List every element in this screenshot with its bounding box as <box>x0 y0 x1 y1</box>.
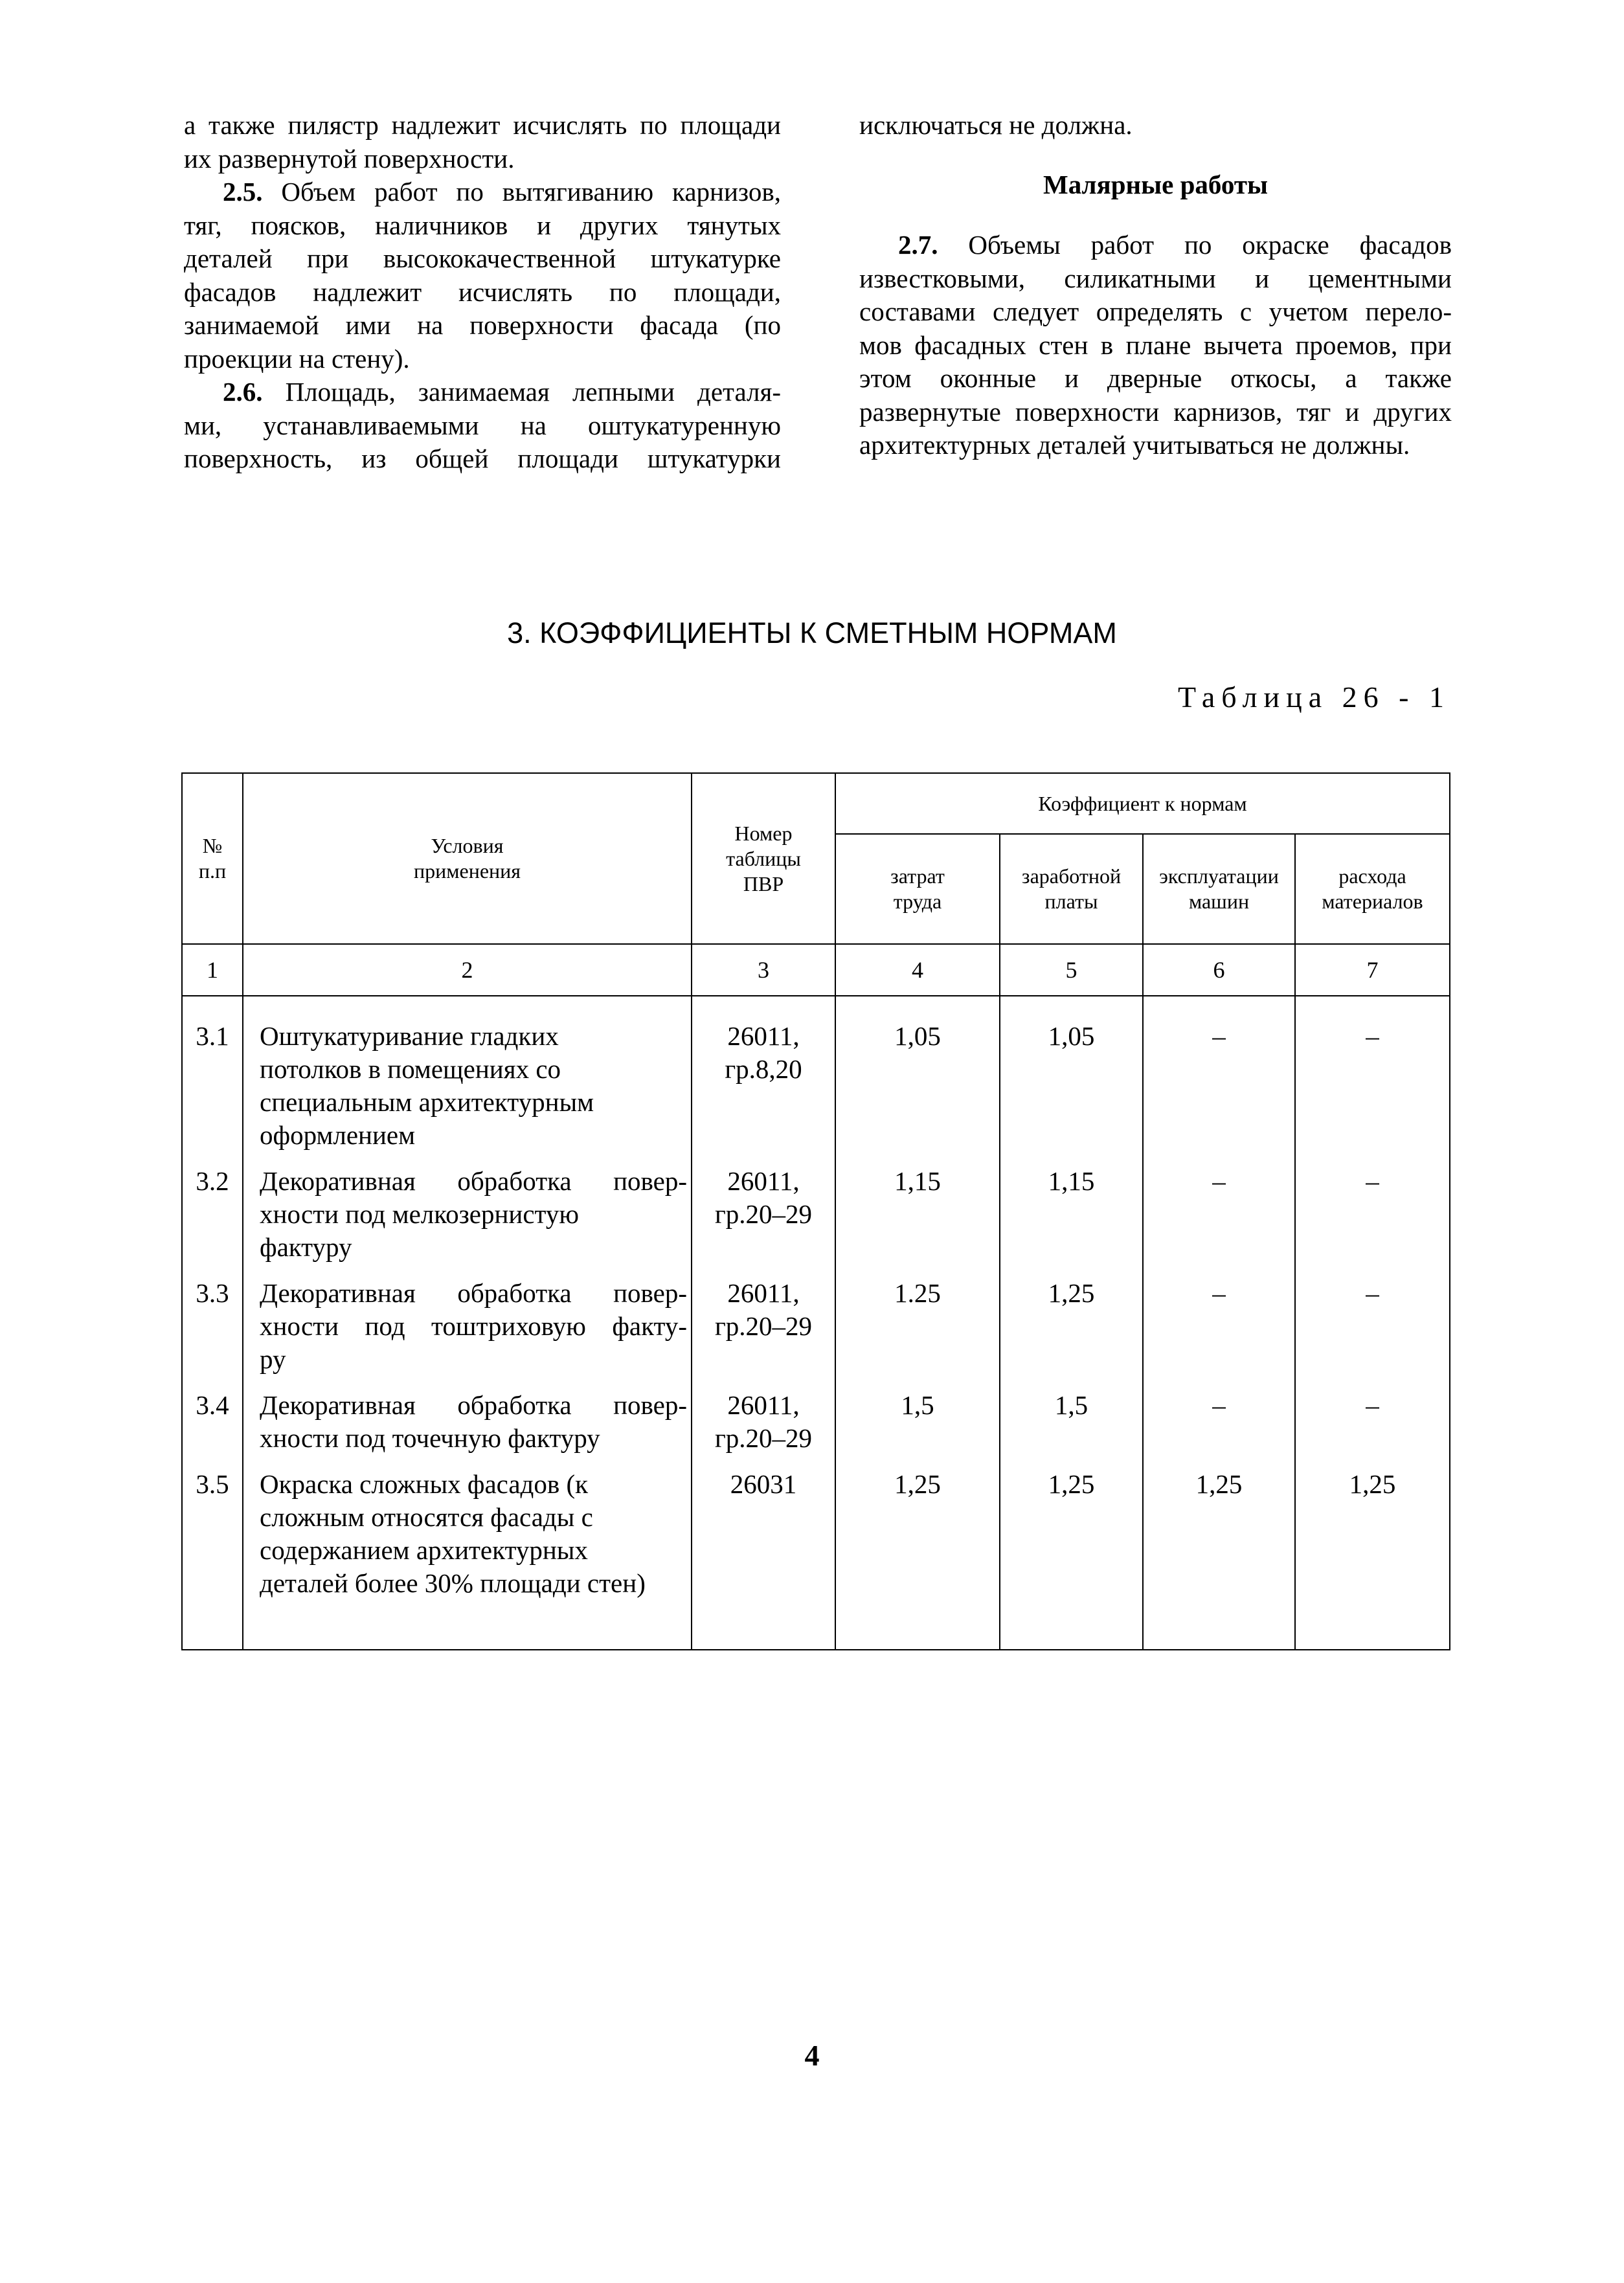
text-line: занимаемой ими на поверхности фасада (по <box>184 310 781 340</box>
table-row <box>182 1376 1450 1455</box>
text-line: их развернутой поверхности. <box>184 143 515 174</box>
row-wage: 1,15 <box>1000 1152 1143 1264</box>
row-labor: 1,15 <box>835 1152 1000 1264</box>
paragraph-number: 2.5. <box>223 177 263 207</box>
text-line: фасадов надлежит исчислять по площади, <box>184 276 781 307</box>
paragraph-number: 2.7. <box>898 230 938 260</box>
page-number: 4 <box>804 2039 820 2072</box>
row-pvr: 26011, гр.8,20 <box>692 996 835 1152</box>
row-number: 3.5 <box>182 1455 243 1650</box>
row-pvr: 26011, гр.20–29 <box>692 1152 835 1264</box>
row-pvr: 26011, гр.20–29 <box>692 1376 835 1455</box>
paragraph-2-5 <box>184 175 781 376</box>
row-machines: – <box>1143 996 1295 1152</box>
row-labor: 1.25 <box>835 1264 1000 1376</box>
table-row <box>182 1152 1450 1264</box>
row-materials: – <box>1295 1376 1450 1455</box>
column-number: 7 <box>1295 944 1450 996</box>
table-row <box>182 1264 1450 1376</box>
text-line: ми, устанавливаемыми на оштукатуренную <box>184 410 781 440</box>
row-labor: 1,5 <box>835 1376 1000 1455</box>
column-number: 3 <box>692 944 835 996</box>
header-labor-cost: затрат труда <box>835 834 1000 944</box>
header-machine-operation: эксплуатации машин <box>1143 834 1295 944</box>
column-number: 2 <box>243 944 692 996</box>
table-row <box>182 1455 1450 1650</box>
text-line: 2.6. Площадь, занимаемая лепными деталя- <box>223 377 781 407</box>
row-wage: 1,05 <box>1000 996 1143 1152</box>
header-wages: заработной платы <box>1000 834 1143 944</box>
text-line: деталей при высококачественной штукатурке <box>184 243 781 273</box>
row-conditions: Декоративная обработка повер- хности под мелкозернистую фактуру <box>243 1152 692 1264</box>
row-number: 3.3 <box>182 1264 243 1376</box>
text-line: а также пилястр надлежит исчислять по площади <box>184 110 781 140</box>
column-number: 6 <box>1143 944 1295 996</box>
text-line: проекции на стену). <box>184 343 410 374</box>
text-line: поверхность, из общей площади штукатурки <box>184 444 781 473</box>
row-machines: – <box>1143 1152 1295 1264</box>
text-line: известковыми, силикатными и цементными <box>859 263 1452 293</box>
text-line: составами следует определять с учетом перело- <box>859 297 1452 326</box>
text-line: тяг, поясков, наличников и других тянутых <box>184 210 781 240</box>
row-machines: – <box>1143 1264 1295 1376</box>
row-machines: 1,25 <box>1143 1455 1295 1650</box>
text-line: архитектурных деталей учитываться не должны. <box>859 430 1410 460</box>
row-conditions: Декоративная обработка повер- хности под тоштриховую факту- ру <box>243 1264 692 1376</box>
row-conditions: Декоративная обработка повер- хности под точечную фактуру <box>243 1376 692 1455</box>
paragraph-2-6 <box>184 376 781 476</box>
section-title: 3. КОЭФФИЦИЕНТЫ К СМЕТНЫМ НОРМАМ <box>507 616 1117 649</box>
row-wage: 1,25 <box>1000 1264 1143 1376</box>
section-heading: Малярные работы <box>1043 169 1268 199</box>
table-row <box>182 996 1450 1152</box>
row-labor: 1,25 <box>835 1455 1000 1650</box>
coefficient-table <box>181 772 1450 1650</box>
table-label: Таблица 26 - 1 <box>1177 680 1450 714</box>
row-materials: – <box>1295 996 1450 1152</box>
row-materials: – <box>1295 1152 1450 1264</box>
right-text-column <box>859 109 1452 462</box>
header-coefficient-group: Коэффициент к нормам <box>835 773 1450 834</box>
text-line: развернутые поверхности карнизов, тяг и других <box>859 396 1452 427</box>
row-wage: 1,25 <box>1000 1455 1143 1650</box>
row-wage: 1,5 <box>1000 1376 1143 1455</box>
row-materials: 1,25 <box>1295 1455 1450 1650</box>
header-pvr-table-number: Номер таблицы ПВР <box>692 773 835 944</box>
text-line: 2.5. Объем работ по вытягиванию карнизов, <box>223 177 781 207</box>
text-line: мов фасадных стен в плане вычета проемов, при <box>859 330 1452 360</box>
row-conditions: Окраска сложных фасадов (к сложным относятся фасады с содержанием архитектурных деталей более 30% площади стен) <box>243 1455 692 1650</box>
paragraph-number: 2.6. <box>223 377 263 407</box>
row-number: 3.1 <box>182 996 243 1152</box>
paragraph-2-7 <box>859 229 1452 462</box>
header-conditions: Условия применения <box>243 773 692 944</box>
column-number: 5 <box>1000 944 1143 996</box>
text-line: исключаться не должна. <box>859 110 1133 140</box>
row-materials: – <box>1295 1264 1450 1376</box>
row-number: 3.4 <box>182 1376 243 1455</box>
left-text-column <box>184 109 781 476</box>
row-pvr: 26011, гр.20–29 <box>692 1264 835 1376</box>
row-number: 3.2 <box>182 1152 243 1264</box>
row-conditions: Оштукатуривание гладких потолков в помещениях со специальным архитектурным оформлением <box>243 996 692 1152</box>
header-materials: расхода материалов <box>1295 834 1450 944</box>
row-labor: 1,05 <box>835 996 1000 1152</box>
row-machines: – <box>1143 1376 1295 1455</box>
text-line: 2.7. Объемы работ по окраске фасадов <box>898 230 1452 260</box>
text-line: этом оконные и дверные откосы, а также <box>859 363 1452 393</box>
column-number: 1 <box>182 944 243 996</box>
header-item-number: № п.п <box>182 773 243 944</box>
column-number: 4 <box>835 944 1000 996</box>
row-pvr: 26031 <box>692 1455 835 1650</box>
